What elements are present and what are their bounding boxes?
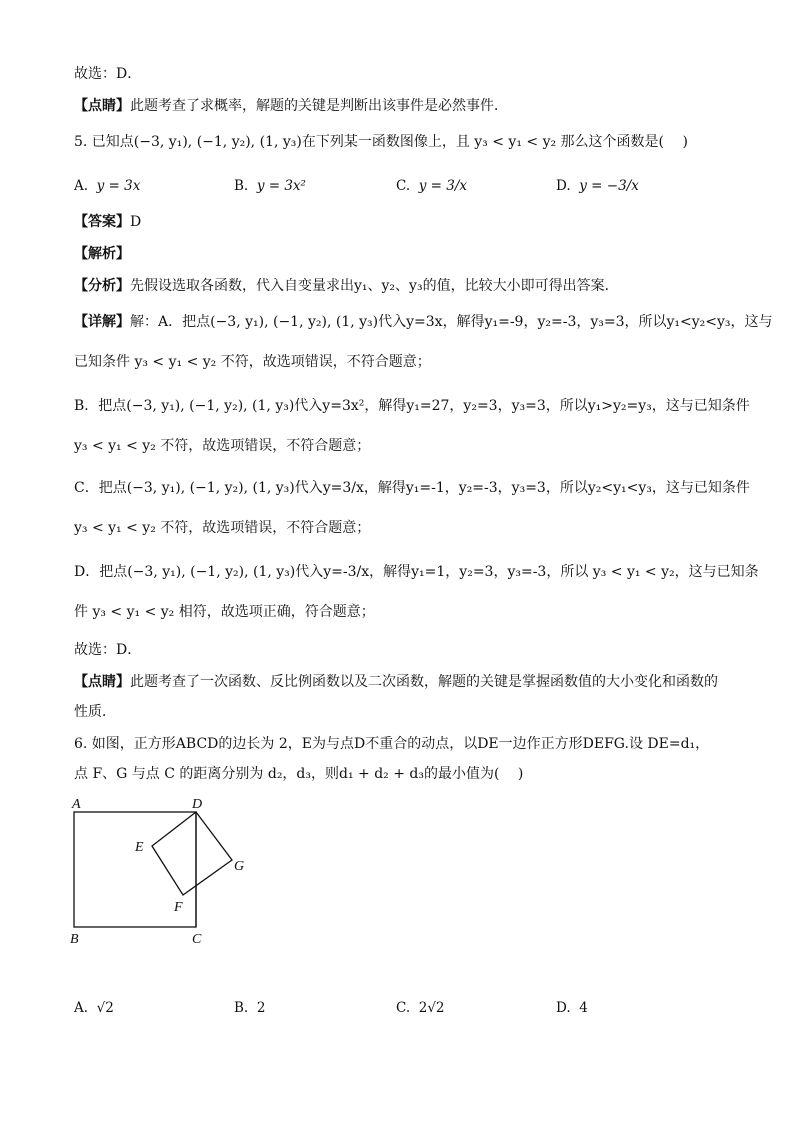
square-figure xyxy=(60,790,260,960)
line-1: 【点睛】此题考查了求概率，解题的关键是判断出该事件是必然事件． xyxy=(74,98,508,114)
question-6-stem-2: 点 F、G 与点 C 的距离分别为 d₂，d₃，则d₁ + d₂ + d₃的最小值为( ) xyxy=(74,766,524,782)
detail-line-b2: y₃ < y₁ < y₂ 不符，故选项错误，不符合题意； xyxy=(74,438,371,454)
comment-line-2: 性质． xyxy=(74,704,116,720)
label-e: E xyxy=(135,840,144,855)
detail-line-d2: 件 y₃ < y₁ < y₂ 相符，故选项正确，符合题意； xyxy=(74,604,375,620)
label-f: F xyxy=(174,900,183,915)
detail-line-b1: B．把点(−3, y₁), (−1, y₂), (1, y₃)代入y=3x²，解得y₁=27，y₂=3，y₃=3，所以y₁>y₂=y₃，这与已知条件 xyxy=(74,398,750,414)
question-5-stem: 5. 已知点(−3, y₁), (−1, y₂), (1, y₃)在下列某一函数图像上，且 y₃ < y₁ < y₂ 那么这个函数是( ) xyxy=(74,134,688,150)
analysis-heading: 【解析】 xyxy=(74,246,130,262)
detail-line-d1: D．把点(−3, y₁), (−1, y₂), (1, y₃)代入y=-3/x，解得y₁=1，y₂=3，y₃=-3，所以 y₃ < y₁ < y₂，这与已知条 xyxy=(74,564,759,580)
label-g: G xyxy=(234,859,245,874)
label-a: A xyxy=(72,797,81,812)
q6-option-d: D. 4 xyxy=(556,1000,588,1016)
q5-option-c: C. y = 3/x xyxy=(396,178,468,194)
choose-line: 故选：D． xyxy=(74,642,142,658)
comment-line-1: 【点睛】此题考查了一次函数、反比例函数以及二次函数，解题的关键是掌握函数值的大小变化和函数的 xyxy=(74,674,718,690)
square-defg xyxy=(152,812,232,895)
label-c: C xyxy=(192,932,202,947)
label-b: B xyxy=(70,932,79,947)
detail-line-a1: 【详解】解：A．把点(−3, y₁), (−1, y₂), (1, y₃)代入y=3x，解得y₁=-9，y₂=-3，y₃=3，所以y₁<y₂<y₃，这与 xyxy=(74,314,773,330)
q6-option-a: A. √2 xyxy=(74,1000,114,1016)
q5-option-b: B. y = 3x² xyxy=(234,178,306,194)
question-6-stem-1: 6. 如图，正方形ABCD的边长为 2，E为与点D不重合的动点，以DE一边作正方形DEFG.设 DE=d₁， xyxy=(74,736,710,752)
analysis-line: 【分析】先假设选取各函数，代入自变量求出y₁、y₂、y₃的值，比较大小即可得出答案． xyxy=(74,278,619,294)
detail-line-c2: y₃ < y₁ < y₂ 不符，故选项错误，不符合题意； xyxy=(74,520,371,536)
answer-line: 【答案】D xyxy=(74,214,142,230)
q6-option-b: B. 2 xyxy=(234,1000,266,1016)
line-0: 故选：D． xyxy=(74,66,142,82)
q5-option-d: D. y = −3/x xyxy=(556,178,639,194)
q6-option-c: C. 2√2 xyxy=(396,1000,445,1016)
detail-line-c1: C．把点(−3, y₁), (−1, y₂), (1, y₃)代入y=3/x，解得y₁=-1，y₂=-3，y₃=3，所以y₂<y₁<y₃，这与已知条件 xyxy=(74,480,750,496)
label-d: D xyxy=(192,797,203,812)
detail-line-a2: 已知条件 y₃ < y₁ < y₂ 不符，故选项错误，不符合题意； xyxy=(74,354,431,370)
q5-option-a: A. y = 3x xyxy=(74,178,141,194)
